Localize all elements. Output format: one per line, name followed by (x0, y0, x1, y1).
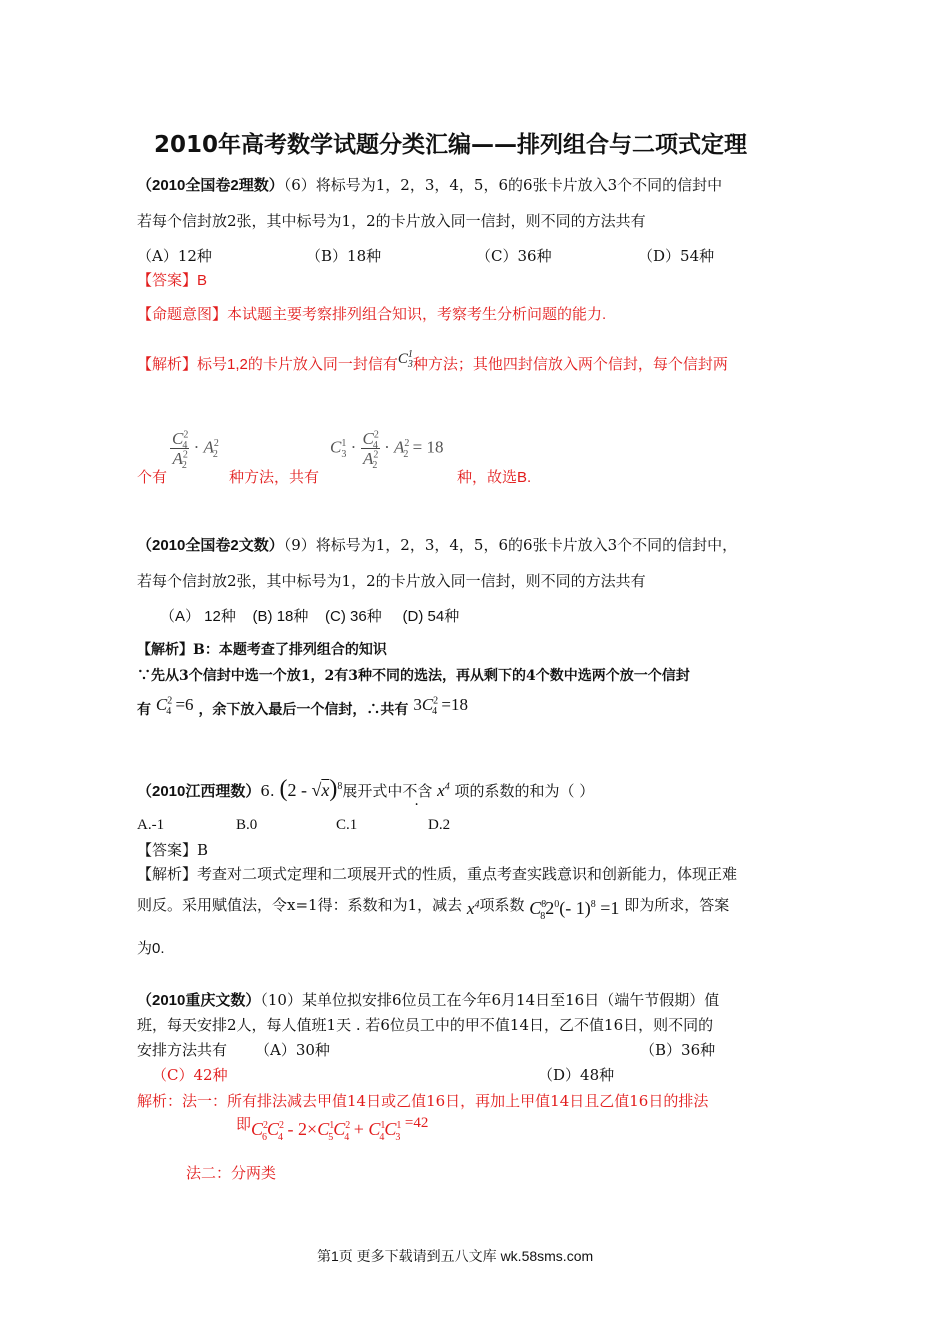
question-1-text-2: 若每个信封放2张，其中标号为1，2的卡片放入同一信封，则不同的方法共有 (137, 212, 646, 230)
question-4-text-1: （10）某单位拟安排6位员工在今年6月14日至16日（端午节假期）值 (260, 991, 720, 1009)
question-2-analysis-head: 【解析】B：本题考查了排列组合的知识 (137, 642, 387, 658)
question-1-intent: 【命题意图】本试题主要考察排列组合知识，考察考生分析问题的能力. (137, 306, 607, 323)
question-4-text-3: 安排方法共有 (137, 1041, 228, 1059)
formula-x4: $x^4$ (466, 899, 480, 918)
formula-method-1: $C^2_6C^2_4 - 2\times C^1_5C^2_4 + C^1_4C^1_3$ $^{=42}$ (251, 1115, 429, 1143)
question-3-analysis-line-2 (137, 895, 730, 922)
question-3-line-1 (137, 777, 594, 801)
question-4-analysis-line-1: 解析：法一：所有排法减去甲值14日或乙值16日，再加上甲值14日且乙值16日的排法 (137, 1092, 709, 1110)
question-1-line-1 (137, 178, 722, 193)
page-footer: 第1页 更多下载请到五八文库 wk.58sms.com (317, 1248, 594, 1264)
question-3-option-d: D.2 (428, 817, 451, 833)
formula-total-18: $C^1_3$ · $\frac{C^2_4}{A^2_2}$ · $A^2_2 = 18$ (330, 429, 444, 472)
question-1-analysis-e: 种，故选B. (457, 469, 532, 486)
question-4-option-c: （C）42种 (152, 1066, 228, 1084)
analysis-text: 即 (236, 1115, 252, 1133)
question-3-text-a: 展开式中 (342, 782, 403, 800)
question-3-text-b: 项的系数的和为（ ） (454, 782, 595, 800)
question-3-option-c: C.1 (336, 817, 358, 833)
question-1-option-d: （D）54种 (638, 247, 715, 265)
analysis-text: 有 (137, 702, 151, 718)
question-2-line-1 (137, 538, 737, 553)
question-2-options: （A） 12种 (B) 18种 (C) 36种 (D) 54种 (160, 608, 460, 625)
question-1-analysis-d: 种方法，共有 (229, 469, 320, 486)
question-4-option-d: （D）48种 (538, 1066, 615, 1084)
formula-x4: $x^4$ (437, 781, 450, 800)
question-4-method-2: 法二：分两类 (186, 1164, 277, 1182)
question-2-source: （2010全国卷2文数） (137, 537, 284, 554)
question-3-emphasis: 不含 (402, 782, 433, 800)
analysis-text: ，余下放入最后一个信封，∴共有 (198, 702, 409, 718)
question-4-text-2: 班，每天安排2人，每人值班1天 . 若6位员工中的甲不值14日，乙不值16日，则不同的 (137, 1016, 714, 1034)
question-4-source: （2010重庆文数） (137, 992, 261, 1009)
question-2-text-1: （9）将标号为1，2，3，4，5，6的6张卡片放入3个不同的信封中， (283, 536, 738, 554)
question-1-text-1: （6）将标号为1，2，3，4，5，6的6张卡片放入3个不同的信封中 (283, 176, 723, 194)
question-3-analysis-line-3: 为0. (137, 940, 165, 957)
formula-c42-over-a22: $\frac{C^2_4}{A^2_2}$ · $A^2_2$ (172, 429, 219, 472)
question-1-source: （2010全国卷2理数） (137, 177, 284, 194)
formula-c88-coefficient: $C^8_82^0(-$ 1)$^8$ =1 (529, 898, 620, 922)
question-3-number: 6. (260, 782, 275, 800)
question-3-option-b: B.0 (236, 817, 258, 833)
page-title: 2010年高考数学试题分类汇编——排列组合与二项式定理 (154, 132, 748, 158)
question-1-answer: 【答案】B (137, 272, 208, 289)
formula-c31: $C^1_3$ (397, 349, 413, 370)
question-4-option-a: （A）30种 (255, 1041, 330, 1059)
analysis-text: 【解析】标号1,2的卡片放入同一封信有 (137, 356, 398, 373)
formula-3c42-eq-18: $3C^2_4 =18$ (413, 695, 468, 718)
formula-2-minus-sqrt-x-power-8: (2 - √x)$^8$ (279, 776, 343, 802)
question-3-option-a: A.-1 (137, 817, 165, 833)
analysis-text: 项系数 (479, 896, 525, 914)
question-1-option-a: （A）12种 (137, 247, 212, 265)
question-2-text-2: 若每个信封放2张，其中标号为1，2的卡片放入同一信封，则不同的方法共有 (137, 572, 646, 590)
question-2-analysis-line-2: ∵先从3个信封中选一个放1，2有3种不同的选法，再从剩下的4个数中选两个放一个信封 (137, 668, 690, 684)
question-4-analysis-line-2 (236, 1115, 429, 1143)
question-3-source: （2010江西理数） (137, 783, 261, 800)
question-2-analysis-line-3 (137, 695, 468, 718)
analysis-text: 即为所求，答案 (624, 896, 730, 914)
analysis-text: 则反。采用赋值法，令x=1得：系数和为1，减去 (137, 896, 463, 914)
question-1-analysis-line-1 (137, 349, 728, 373)
question-3-analysis-line-1: 【解析】考查对二项式定理和二项展开式的性质，重点考查实践意识和创新能力，体现正难 (137, 865, 738, 883)
question-3-answer: 【答案】B (137, 841, 209, 859)
question-1-option-c: （C）36种 (476, 247, 552, 265)
question-4-option-b: （B）36种 (640, 1041, 716, 1059)
question-4-line-1 (137, 993, 719, 1008)
formula-c42-eq-6: $C^2_4 =6$ (155, 695, 194, 718)
question-1-option-b: （B）18种 (306, 247, 382, 265)
analysis-text: 种方法；其他四封信放入两个信封，每个信封两 (412, 356, 728, 373)
question-1-analysis-c: 个有 (137, 469, 168, 486)
